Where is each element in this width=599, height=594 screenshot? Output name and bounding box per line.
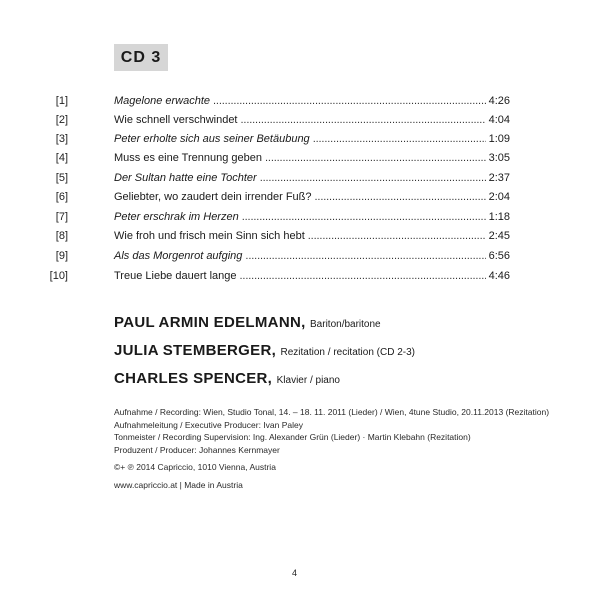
track-row [0,149,599,167]
track-title: Peter erschrak im Herzen [114,211,239,223]
performer-role: Bariton/baritone [310,319,381,330]
leader-dots [260,169,486,187]
track-duration: 2:04 [488,191,510,203]
performer-credit [114,370,340,388]
recording-credits [114,406,549,456]
track-row [0,208,599,226]
track-title: Geliebter, wo zaudert dein irrender Fuß? [114,191,312,203]
performer-role: Rezitation / recitation (CD 2-3) [280,347,416,358]
track-number: [9] [55,250,68,262]
track-duration: 1:09 [488,133,510,145]
leader-dots [245,247,486,265]
performer-credit [114,342,415,360]
track-number: [5] [55,172,68,184]
credit-line: Tonmeister / Recording Supervision: Ing. Alexander Grün (Lieder) · Martin Klebahn (Rezitation) [114,432,471,442]
track-title: Als das Morgenrot aufging [114,250,243,262]
performer-role: Klavier / piano [276,375,340,386]
track-row [0,130,599,148]
track-row [0,169,599,187]
copyright-line: ©+ ℗ 2014 Capriccio, 1010 Vienna, Austria [114,462,276,472]
performer-credit [114,314,381,332]
performer-name: CHARLES SPENCER, [114,370,273,387]
track-number: [4] [55,152,68,164]
track-number: [3] [55,133,68,145]
track-duration: 4:04 [488,114,510,126]
cd-label: CD 3 [114,44,168,71]
track-row [0,227,599,245]
track-duration: 3:05 [488,152,510,164]
track-row [0,188,599,206]
track-row [0,111,599,129]
track-duration: 6:56 [488,250,510,262]
track-number: [10] [49,270,68,282]
leader-dots [265,149,486,167]
performer-name: PAUL ARMIN EDELMANN, [114,314,306,331]
track-title: Treue Liebe dauert lange [114,270,237,282]
track-title: Magelone erwachte [114,95,211,107]
track-duration: 1:18 [488,211,510,223]
track-duration: 4:46 [488,270,510,282]
credit-line: Produzent / Producer: Johannes Kernmayer [114,444,280,455]
credit-line: Aufnahme / Recording: Wien, Studio Tonal, 14. – 18. 11. 2011 (Lieder) / Wien, 4tune Studio, 20.11.2013 (Rezitation) [114,407,550,417]
leader-dots [308,227,486,245]
leader-dots [242,208,486,226]
track-title: Muss es eine Trennung geben [114,152,262,164]
leader-dots [313,130,486,148]
track-title: Der Sultan hatte eine Tochter [114,172,257,184]
track-duration: 4:26 [488,95,510,107]
track-row [0,247,599,265]
track-duration: 2:45 [488,230,510,242]
leader-dots [241,111,487,129]
track-row [0,92,599,110]
performer-name: JULIA STEMBERGER, [114,342,277,359]
track-title: Wie froh und frisch mein Sinn sich hebt [114,230,305,242]
website-line: www.capriccio.at | Made in Austria [114,480,243,490]
track-number: [6] [55,191,68,203]
track-number: [7] [55,211,68,223]
track-row [0,267,599,285]
leader-dots [240,267,486,285]
leader-dots [213,92,486,110]
track-title: Peter erholte sich aus seiner Betäubung [114,133,310,145]
track-number: [8] [55,230,68,242]
page-number: 4 [292,568,298,578]
leader-dots [315,188,487,206]
track-number: [1] [55,95,68,107]
credit-line: Aufnahmeleitung / Executive Producer: Ivan Paley [114,419,303,430]
track-number: [2] [55,114,68,126]
track-title: Wie schnell verschwindet [114,114,238,126]
track-duration: 2:37 [488,172,510,184]
